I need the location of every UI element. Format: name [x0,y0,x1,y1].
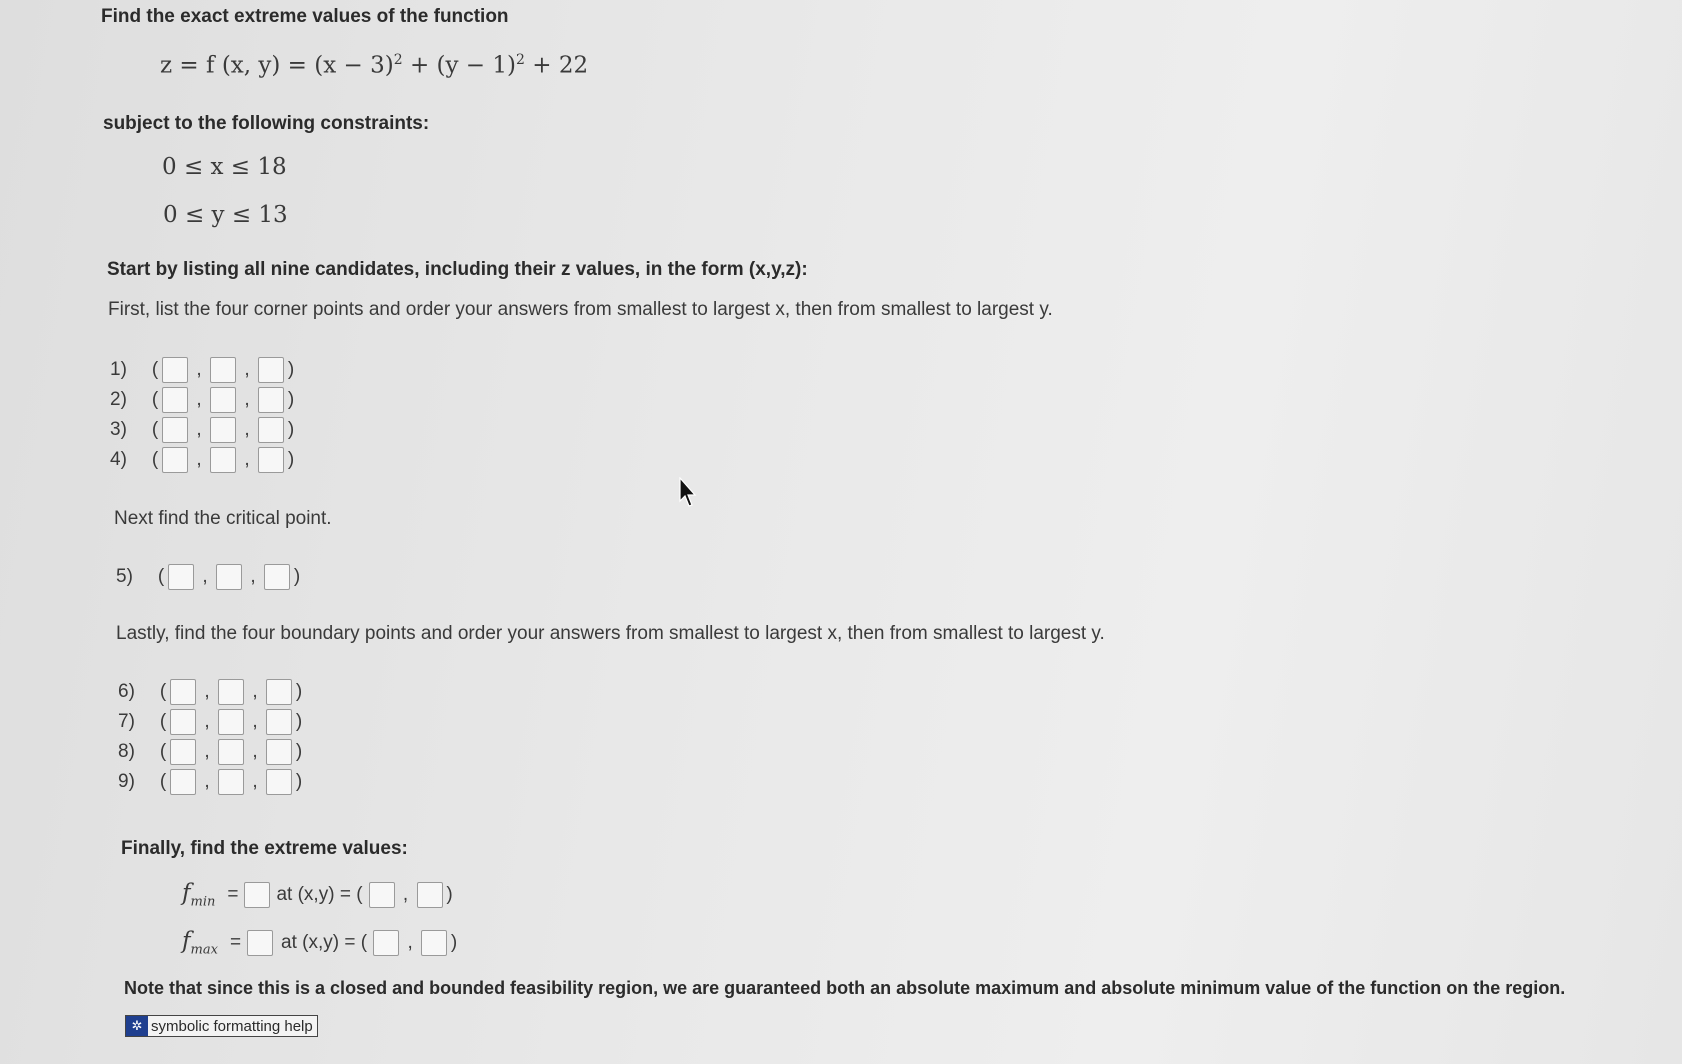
row-number: 4) [110,449,127,470]
fmin-x-input[interactable] [369,882,395,908]
symbolic-formatting-help-button[interactable] [125,1015,318,1037]
candidate-row-8 [118,737,306,767]
row-number: 2) [110,389,127,410]
help-grid-icon: ✲ [126,1016,148,1036]
candidate-row-9 [118,767,306,797]
fmax-x-input[interactable] [373,930,399,956]
comma: , [196,419,202,440]
fmax-sub: max [190,942,218,958]
candidate-row-5 [116,562,304,592]
at-text: at (x,y) = ( [281,932,368,953]
fmax-value-input[interactable] [247,930,273,956]
comma: , [204,711,210,732]
x-input-1[interactable] [162,357,188,383]
candidates-title: Start by listing all nine candidates, including their z values, in the form (x,y,z): [107,259,808,280]
z-input-3[interactable] [258,417,284,443]
at-text: at (x,y) = ( [276,884,363,905]
open-paren: ( [159,771,167,792]
function-rhs: + 22 [524,52,589,79]
candidate-row-4 [110,445,298,475]
comma: , [202,566,208,587]
equals-sign: = [229,932,242,953]
critical-instruction: Next find the critical point. [114,508,332,529]
y-input-9[interactable] [218,769,244,795]
close-paren: ) [287,419,295,440]
x-input-2[interactable] [162,387,188,413]
row-number: 6) [118,681,135,702]
row-number: 7) [118,711,135,732]
boundary-points-list [118,677,306,797]
close-paren: ) [293,566,301,587]
mouse-pointer-icon [679,477,699,509]
z-input-8[interactable] [266,739,292,765]
y-input-1[interactable] [210,357,236,383]
comma: , [204,681,210,702]
note-text: Note that since this is a closed and bounded feasibility region, we are guaranteed both an absolute maximum and absolute minimum value of the function on the region. [124,978,1566,998]
close-paren: ) [295,771,303,792]
open-paren: ( [159,711,167,732]
intro-text: Find the exact extreme values of the function [101,6,509,27]
constraints-label: subject to the following constraints: [103,113,430,134]
candidate-row-6 [118,677,306,707]
function-mid: + (y − 1) [402,52,517,79]
constraint-y: 0 ≤ y ≤ 13 [163,202,288,228]
y-input-3[interactable] [210,417,236,443]
comma: , [252,711,258,732]
close-paren: ) [295,741,303,762]
y-input-8[interactable] [218,739,244,765]
comma: , [204,771,210,792]
corner-instruction: First, list the four corner points and order your answers from smallest to largest x, then from smallest to largest y. [108,299,1053,320]
fmin-row [182,879,457,911]
x-input-5[interactable] [168,564,194,590]
extreme-title: Finally, find the extreme values: [121,838,408,859]
comma: , [407,932,413,953]
fmin-f: f [182,880,191,907]
comma: , [252,741,258,762]
open-paren: ( [159,741,167,762]
fmax-row [182,927,461,959]
close-paren: ) [287,359,295,380]
comma: , [252,681,258,702]
fmin-sub: min [190,894,216,910]
function-exp-1: 2 [393,52,403,68]
x-input-6[interactable] [170,679,196,705]
x-input-8[interactable] [170,739,196,765]
constraint-x: 0 ≤ x ≤ 18 [162,154,287,180]
fmax-label [182,928,218,958]
candidate-row-7 [118,707,306,737]
open-paren: ( [151,389,159,410]
close-paren: ) [295,711,303,732]
critical-point-list [116,562,304,592]
z-input-6[interactable] [266,679,292,705]
close-paren: ) [295,681,303,702]
x-input-3[interactable] [162,417,188,443]
comma: , [204,741,210,762]
row-number: 9) [118,771,135,792]
z-input-4[interactable] [258,447,284,473]
function-expression [160,52,588,79]
corner-points-list [110,355,298,475]
z-input-5[interactable] [264,564,290,590]
comma: , [252,771,258,792]
help-label: symbolic formatting help [151,1017,313,1035]
fmin-y-input[interactable] [417,882,443,908]
y-input-7[interactable] [218,709,244,735]
comma: , [196,389,202,410]
z-input-1[interactable] [258,357,284,383]
comma: , [244,359,250,380]
row-number: 5) [116,566,133,587]
y-input-5[interactable] [216,564,242,590]
close-paren: ) [287,389,295,410]
comma: , [196,359,202,380]
function-exp-2: 2 [516,52,525,68]
fmin-label [182,880,215,910]
candidate-row-2 [110,385,298,415]
comma: , [250,566,256,587]
candidate-row-1 [110,355,298,385]
equals-sign: = [227,884,239,905]
row-number: 1) [110,359,127,380]
z-input-9[interactable] [266,769,292,795]
y-input-4[interactable] [210,447,236,473]
fmax-y-input[interactable] [421,930,447,956]
close-paren: ) [446,884,453,905]
open-paren: ( [157,566,165,587]
y-input-6[interactable] [218,679,244,705]
x-input-7[interactable] [170,709,196,735]
close-paren: ) [287,449,295,470]
open-paren: ( [159,681,167,702]
comma: , [244,389,250,410]
z-input-2[interactable] [258,387,284,413]
row-number: 3) [110,419,127,440]
comma: , [196,449,202,470]
candidate-row-3 [110,415,298,445]
x-input-9[interactable] [170,769,196,795]
y-input-2[interactable] [210,387,236,413]
function-lhs: z = f (x, y) = (x − 3) [160,52,394,79]
comma: , [244,419,250,440]
row-number: 8) [118,741,135,762]
comma: , [244,449,250,470]
open-paren: ( [151,449,159,470]
open-paren: ( [151,359,159,380]
open-paren: ( [151,419,159,440]
fmax-f: f [182,928,191,955]
close-paren: ) [450,932,458,953]
z-input-7[interactable] [266,709,292,735]
boundary-instruction: Lastly, find the four boundary points and order your answers from smallest to largest x, then from smallest to largest y. [116,623,1105,644]
comma: , [402,884,409,905]
fmin-value-input[interactable] [244,882,270,908]
x-input-4[interactable] [162,447,188,473]
